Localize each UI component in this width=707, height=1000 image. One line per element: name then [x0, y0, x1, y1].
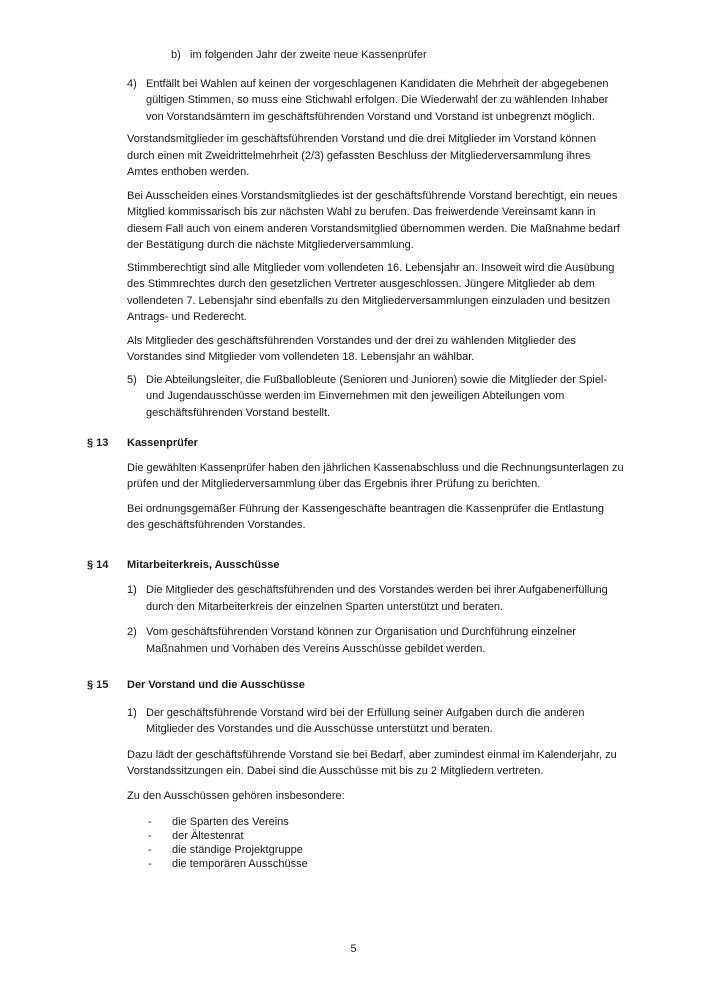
list-item-text: die temporären Ausschüsse: [172, 858, 308, 870]
dash-list: [148, 815, 624, 871]
numbered-item-4-marker: 4): [127, 77, 137, 90]
dash-marker: -: [148, 858, 152, 870]
list-item-text: die ständige Projektgruppe: [172, 844, 303, 856]
dash-marker: -: [148, 816, 152, 828]
section-heading-13: [87, 435, 624, 452]
dash-marker: -: [148, 830, 152, 842]
numbered-item-14-2: [127, 624, 624, 657]
dash-marker: -: [148, 844, 152, 856]
paragraph-entlastung: Bei ordnungsgemäßer Führung der Kassengeschäfte beantragen die Kassenprüfer die Entlastung des geschäftsführenden Vorstandes.: [127, 502, 604, 531]
numbered-item-5-text: Die Abteilungsleiter, die Fußballobleute (Senioren und Junioren) sowie die Mitglieder der Spiel- und Jugendausschüsse werden im Einvernehmen mit den jeweiligen Abteilungen vom geschäftsführenden Vorstand bestellt.: [146, 373, 608, 419]
page-number: 5: [350, 943, 357, 955]
numbered-item-15-1-text: Der geschäftsführende Vorstand wird bei der Erfüllung seiner Aufgaben durch die anderen Mitglieder des Vorstandes und die Ausschüsse unterstützt und beraten.: [146, 706, 585, 735]
numbered-item-14-1-marker: 1): [127, 584, 137, 596]
list-item: [148, 829, 624, 843]
list-item-text: die Sparten des Vereins: [172, 816, 289, 828]
document-content: [87, 0, 624, 871]
section-13-label: § 13: [87, 437, 109, 449]
numbered-item-14-2-marker: 2): [127, 626, 137, 638]
list-item: [148, 843, 624, 857]
list-item: [148, 857, 624, 871]
list-item-b-marker: b): [171, 49, 181, 61]
paragraph-ausscheiden: Bei Ausscheiden eines Vorstandsmitgliedes ist der geschäftsführende Vorstand berechtigt, ein neues Mitglied kommissarisch bis zur nächsten Wahl zu berufen. Das freiwerdende Vereinsamt kann in diesem Fall auch von einem anderen Vorstandsmitglied übernommen werden. Die Maßnahme bedarf der Bestätigung durch die nächste Mitgliederversammlung.: [127, 189, 620, 251]
numbered-item-4-text: Entfällt bei Wahlen auf keinen der vorgeschlagenen Kandidaten die Mehrheit der abgegebenen gültigen Stimmen, so muss eine Stichwahl erfolgen. Die Wiederwahl der zu wählenden Inhaber von Vorstandsämtern im geschäftsführenden Vorstand und Vorstand ist unbegrenzt möglich.: [146, 77, 609, 123]
paragraph-list-intro: Zu den Ausschüssen gehören insbesondere:: [127, 789, 345, 802]
section-15-label: § 15: [87, 679, 109, 691]
numbered-item-4: [127, 76, 624, 126]
list-item-text: der Ältestenrat: [172, 830, 244, 842]
paragraph-amtsenthebung: Vorstandsmitglieder im geschäftsführenden Vorstand und die drei Mitglieder im Vorstand können durch einen mit Zweidrittelmehrheit (2/3) gefassten Beschluss der Mitgliederversammlung ihres Amtes enthoben werden.: [127, 133, 596, 178]
numbered-item-15-1: [127, 705, 624, 738]
paragraph-sitzungen: Dazu lädt der geschäftsführende Vorstand sie bei Bedarf, aber zumindest einmal im Kalenderjahr, zu Vorstandssitzungen ein. Dabei sind die Ausschüsse mit bis zu 2 Mitgliedern vertreten.: [127, 748, 617, 777]
section-heading-14: [87, 557, 624, 574]
section-heading-15: [87, 677, 624, 694]
section-14-title: Mitarbeiterkreis, Ausschüsse: [127, 558, 280, 571]
paragraph-waehlbarkeit: Als Mitglieder des geschäftsführenden Vorstandes und der drei zu wählenden Mitglieder des Vorstandes sind Mitglieder vom vollendeten 18. Lebensjahr an wählbar.: [127, 334, 576, 363]
numbered-item-14-2-text: Vom geschäftsführenden Vorstand können zur Organisation und Durchführung einzelner Maßnahmen und Vorhaben des Vereins Ausschüsse gebildet werden.: [146, 626, 576, 655]
paragraph-stimmberechtigt: Stimmberechtigt sind alle Mitglieder vom vollendeten 16. Lebensjahr an. Insoweit wird die Ausübung des Stimmrechtes durch den gesetzlichen Vertreter ausgeschlossen. Jüngere Mitglieder ab dem vollendeten 7. Lebensjahr sind ebenfalls zu den Mitgliederversammlungen einzuladen und besitzen Antrags- und Rederecht.: [127, 261, 615, 323]
numbered-item-15-1-marker: 1): [127, 706, 137, 719]
section-13-title: Kassenprüfer: [127, 437, 198, 449]
section-14-label: § 14: [87, 558, 109, 571]
numbered-item-5-marker: 5): [127, 373, 137, 386]
paragraph-pruefung: Die gewählten Kassenprüfer haben den jährlichen Kassenabschluss und die Rechnungsunterlagen zu prüfen und der Mitgliederversammlung über das Ergebnis ihrer Prüfung zu berichten.: [127, 461, 624, 490]
section-15-title: Der Vorstand und die Ausschüsse: [127, 679, 305, 691]
list-item: [148, 815, 624, 829]
list-item-b-text: im folgenden Jahr der zweite neue Kassenprüfer: [190, 49, 427, 61]
numbered-item-14-1-text: Die Mitglieder des geschäftsführenden und des Vorstandes werden bei ihrer Aufgabenerfüllung durch den Mitarbeiterkreis der einzelnen Sparten unterstützt und beraten.: [146, 584, 608, 613]
numbered-item-5: [127, 372, 624, 422]
numbered-item-14-1: [127, 582, 624, 615]
list-item-b: [171, 47, 624, 64]
